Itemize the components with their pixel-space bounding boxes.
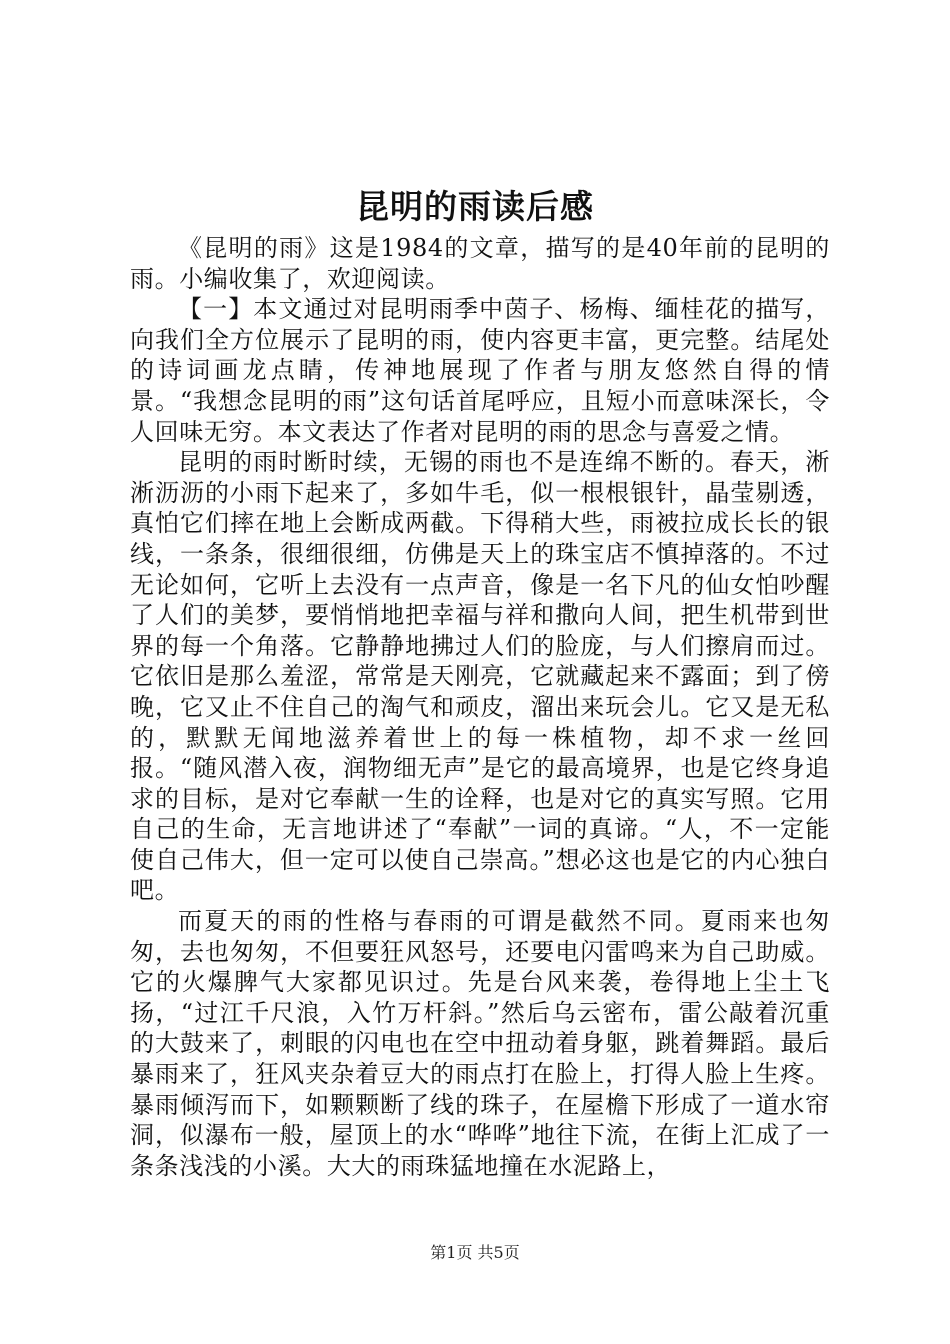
paragraph-spring-rain: 昆明的雨时断时续，无锡的雨也不是连绵不断的。春天，淅淅沥沥的小雨下起来了，多如牛毛，似一根根银针，晶莹剔透，真怕它们摔在地上会断成两截。下得稍大些，雨被拉成长长的银线，一条条，很细很细，仿佛是天上的珠宝店不慎掉落的。不过无论如何，它听上去没有一点声音，像是一名下凡的仙女怕吵醒了人们的美梦，要悄悄地把幸福与祥和撒向人间，把生机带到世界的每一个角落。它静静地拂过人们的脸庞，与人们擦肩而过。它依旧是那么羞涩，常常是天刚亮，它就藏起来不露面；到了傍晚，它又止不住自己的淘气和顽皮，溜出来玩会儿。它又是无私的，默默无闻地滋养着世上的每一株植物，却不求一丝回报。“随风潜入夜，润物细无声”是它的最高境界，也是它终身追求的目标，是对它奉献一生的诠释，也是对它的真实写照。它用自己的生命，无言地讲述了“奉献”一词的真谛。“人，不一定能使自己伟大，但一定可以使自己崇高。”想必这也是它的内心独白吧。: [130, 448, 830, 905]
document-title: 昆明的雨读后感: [356, 187, 594, 226]
page-number: 第1页 共5页: [430, 1243, 520, 1262]
document-body: [130, 233, 830, 1181]
paragraph-intro: 《昆明的雨》这是1984的文章，描写的是40年前的昆明的雨。小编收集了，欢迎阅读。: [130, 234, 830, 293]
paragraph-summer-rain: 而夏天的雨的性格与春雨的可谓是截然不同。夏雨来也匆匆，去也匆匆，不但要狂风怒号，还要电闪雷鸣来为自己助威。它的火爆脾气大家都见识过。先是台风来袭，卷得地上尘土飞扬，“过江千尺浪，入竹万杆斜。”然后乌云密布，雷公敲着沉重的大鼓来了，刺眼的闪电也在空中扭动着身躯，跳着舞蹈。最后暴雨来了，狂风夹杂着豆大的雨点打在脸上，打得人脸上生疼。暴雨倾泻而下，如颗颗断了线的珠子，在屋檐下形成了一道水帘洞，似瀑布一般，屋顶上的水“哗哗”地往下流，在街上汇成了一条条浅浅的小溪。大大的雨珠猛地撞在水泥路上，: [130, 907, 830, 1180]
paragraph-section-one: 【一】本文通过对昆明雨季中茵子、杨梅、缅桂花的描写，向我们全方位展示了昆明的雨，使内容更丰富，更完整。结尾处的诗词画龙点睛，传神地展现了作者与朋友悠然自得的情景。“我想念昆明的雨”这句话首尾呼应，且短小而意味深长，令人回味无穷。本文表达了作者对昆明的雨的思念与喜爱之情。: [130, 295, 830, 446]
